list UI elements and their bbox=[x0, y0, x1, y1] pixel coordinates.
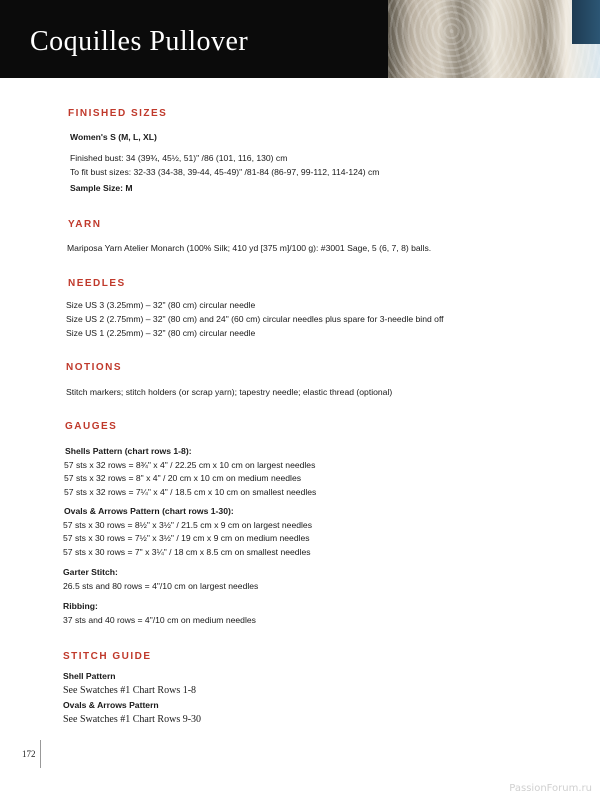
garter-gauge-line: 26.5 sts and 80 rows = 4"/10 cm on largest needles bbox=[63, 581, 259, 591]
shells-gauge-line: 57 sts x 32 rows = 8" x 4" / 20 cm x 10 cm on medium needles bbox=[64, 473, 302, 483]
finished-bust-line: Finished bust: 34 (39¾, 45½, 51)" /86 (101, 116, 130) cm bbox=[70, 153, 288, 163]
ovals-gauge-title: Ovals & Arrows Pattern (chart rows 1-30): bbox=[64, 506, 234, 516]
ovals-gauge-line: 57 sts x 30 rows = 8½" x 3½" / 21.5 cm x 9 cm on largest needles bbox=[63, 520, 312, 530]
notions-heading: NOTIONS bbox=[66, 362, 123, 373]
ribbing-gauge-title: Ribbing: bbox=[63, 601, 98, 611]
stitch-guide-heading: STITCH GUIDE bbox=[63, 651, 152, 662]
knit-fabric-photo bbox=[388, 0, 600, 78]
yarn-heading: YARN bbox=[68, 219, 102, 230]
page-number: 172 bbox=[22, 749, 36, 759]
needle-item: Size US 1 (2.25mm) – 32" (80 cm) circular needle bbox=[66, 328, 256, 338]
page-number-divider bbox=[40, 740, 41, 768]
yarn-line: Mariposa Yarn Atelier Monarch (100% Silk; 410 yd [375 m]/100 g): #3001 Sage, 5 (6, 7, 8) balls. bbox=[67, 243, 432, 253]
fit-bust-line: To fit bust sizes: 32-33 (34-38, 39-44, 45-49)" /81-84 (86-97, 99-112, 114-124) cm bbox=[70, 167, 380, 177]
ovals-pattern-title: Ovals & Arrows Pattern bbox=[63, 700, 159, 710]
page-title: Coquilles Pullover bbox=[30, 26, 249, 57]
needle-item: Size US 2 (2.75mm) – 32" (80 cm) and 24" (60 cm) circular needles plus spare for 3-needle bind off bbox=[66, 314, 444, 324]
sample-size-line: Sample Size: M bbox=[70, 183, 133, 193]
size-range-heading: Women's S (M, L, XL) bbox=[70, 132, 157, 142]
shells-gauge-title: Shells Pattern (chart rows 1-8): bbox=[65, 446, 192, 456]
needles-heading: NEEDLES bbox=[68, 278, 126, 289]
notions-line: Stitch markers; stitch holders (or scrap yarn); tapestry needle; elastic thread (optional) bbox=[66, 387, 393, 397]
ovals-gauge-line: 57 sts x 30 rows = 7½" x 3½" / 19 cm x 9 cm on medium needles bbox=[63, 533, 310, 543]
ovals-gauge-line: 57 sts x 30 rows = 7" x 3¼" / 18 cm x 8.5 cm on smallest needles bbox=[63, 547, 311, 557]
shells-gauge-line: 57 sts x 32 rows = 7¼" x 4" / 18.5 cm x 10 cm on smallest needles bbox=[64, 487, 317, 497]
finished-sizes-heading: FINISHED SIZES bbox=[68, 108, 168, 119]
page-edge-photo bbox=[572, 0, 600, 44]
gauges-heading: GAUGES bbox=[65, 421, 118, 432]
shell-pattern-title: Shell Pattern bbox=[63, 671, 116, 681]
garter-gauge-title: Garter Stitch: bbox=[63, 567, 118, 577]
watermark: PassionForum.ru bbox=[509, 783, 592, 794]
shell-pattern-reference: See Swatches #1 Chart Rows 1-8 bbox=[63, 685, 197, 696]
ribbing-gauge-line: 37 sts and 40 rows = 4"/10 cm on medium needles bbox=[63, 615, 256, 625]
ovals-pattern-reference: See Swatches #1 Chart Rows 9-30 bbox=[63, 714, 202, 725]
shells-gauge-line: 57 sts x 32 rows = 8¾" x 4" / 22.25 cm x 10 cm on largest needles bbox=[64, 460, 316, 470]
needle-item: Size US 3 (3.25mm) – 32" (80 cm) circular needle bbox=[66, 300, 256, 310]
